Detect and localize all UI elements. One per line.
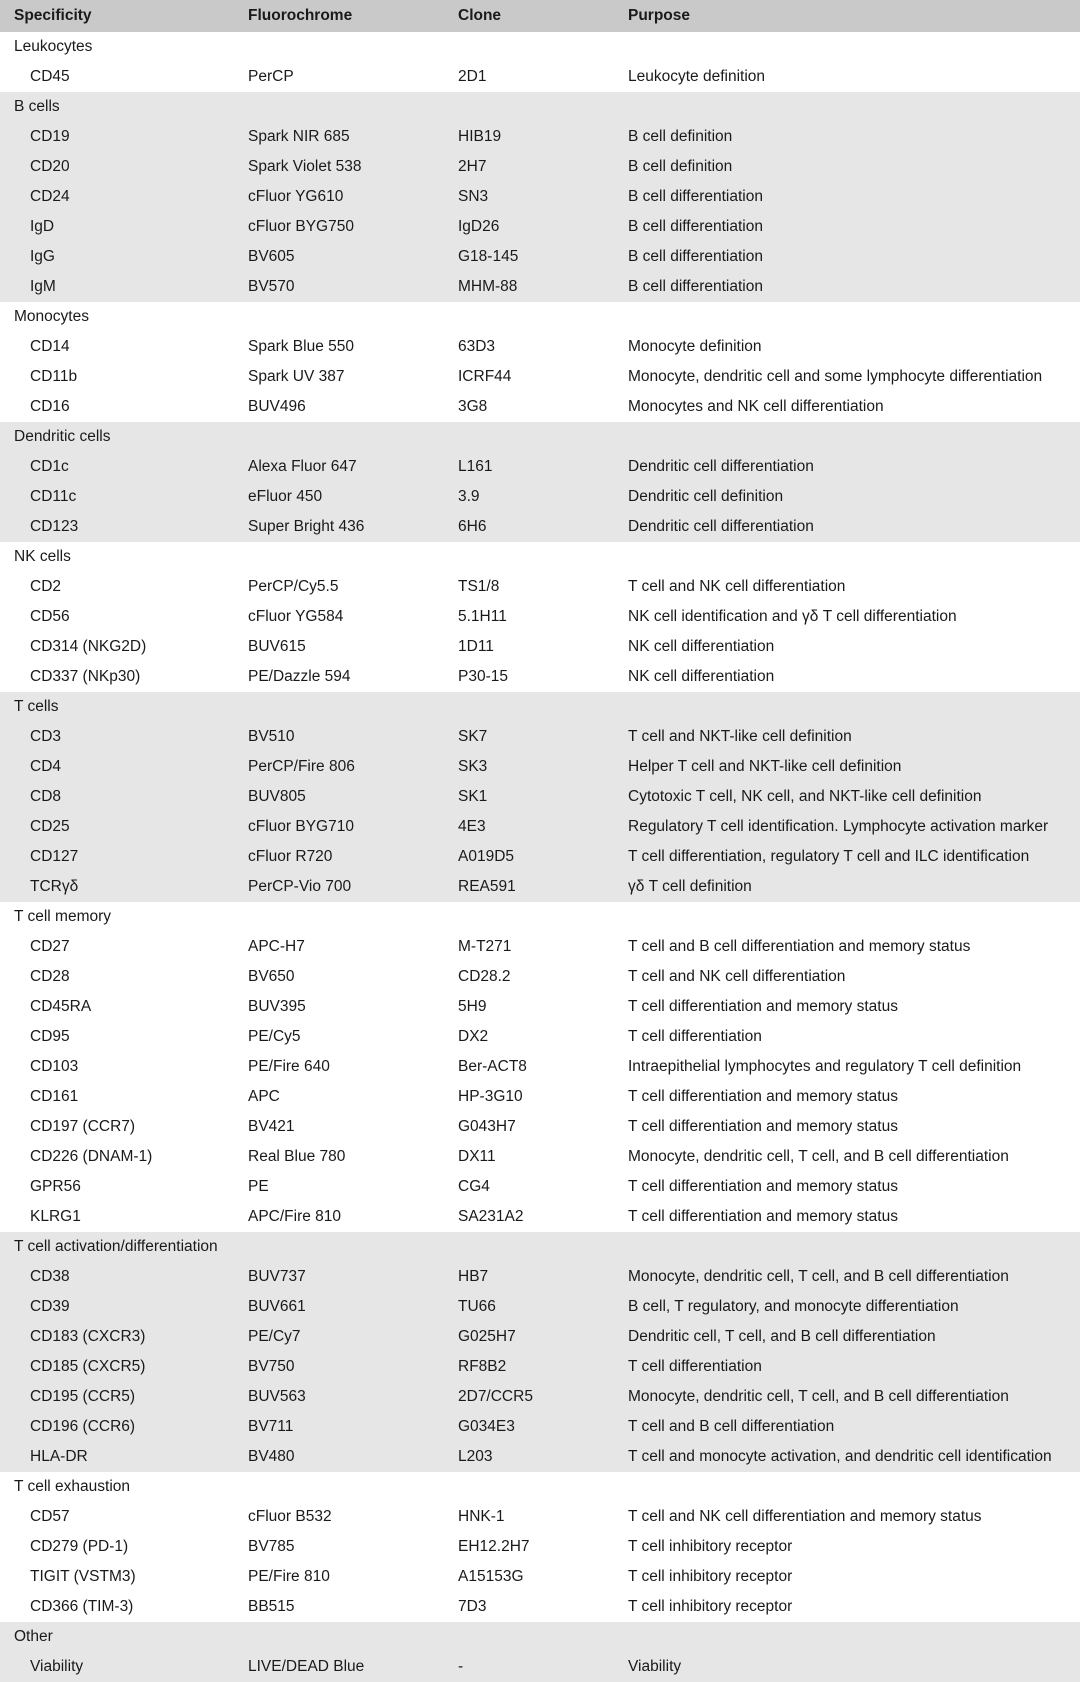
purpose-cell: T cell differentiation and memory status: [628, 1208, 898, 1225]
clone-cell: ICRF44: [458, 368, 512, 385]
group-row: [0, 32, 1080, 62]
purpose-cell: T cell and B cell differentiation: [628, 1412, 1080, 1442]
purpose-cell: B cell differentiation: [628, 212, 1080, 242]
table-row: [0, 812, 1080, 842]
purpose-cell: Dendritic cell differentiation: [628, 512, 1080, 542]
table-row: [0, 62, 1080, 92]
group-label: T cell activation/differentiation: [0, 1232, 1080, 1262]
fluorochrome-cell: BV510: [248, 722, 458, 752]
clone-cell: SK3: [458, 752, 628, 782]
clone-cell: 1D11: [458, 638, 494, 655]
clone-cell: 5H9: [458, 998, 487, 1015]
header-purpose: Purpose: [628, 0, 1080, 32]
specificity-cell: CD195 (CCR5): [0, 1382, 248, 1412]
fluorochrome-cell: BV570: [248, 272, 458, 302]
purpose-cell: Dendritic cell, T cell, and B cell differentiation: [628, 1322, 1080, 1352]
specificity-cell: CD185 (CXCR5): [0, 1352, 248, 1382]
purpose-cell: B cell differentiation: [628, 182, 1080, 212]
table-row: [0, 962, 1080, 992]
clone-cell: 63D3: [458, 338, 496, 355]
table-row: [0, 932, 1080, 962]
table-row: [0, 602, 1080, 632]
specificity-cell: CD19: [0, 122, 248, 152]
fluorochrome-cell: BV750: [248, 1352, 458, 1382]
fluorochrome-cell: APC-H7: [248, 938, 305, 955]
clone-cell: HP-3G10: [458, 1088, 523, 1105]
fluorochrome-cell: PE/Cy5: [248, 1028, 301, 1045]
table-row: [0, 332, 1080, 362]
fluorochrome-cell: Alexa Fluor 647: [248, 452, 458, 482]
purpose-cell: T cell differentiation and memory status: [628, 1088, 898, 1105]
specificity-cell: CD27: [30, 938, 70, 955]
purpose-cell: B cell differentiation: [628, 242, 1080, 272]
table-row: [0, 572, 1080, 602]
table-row: [0, 512, 1080, 542]
specificity-cell: CD226 (DNAM-1): [30, 1148, 153, 1165]
table-row: [0, 992, 1080, 1022]
clone-cell: DX2: [458, 1028, 489, 1045]
specificity-cell: CD11b: [30, 368, 78, 385]
purpose-cell: T cell differentiation, regulatory T cell and ILC identification: [628, 842, 1080, 872]
purpose-cell: T cell differentiation: [628, 1028, 762, 1045]
table-row: [0, 1442, 1080, 1472]
clone-cell: M-T271: [458, 938, 512, 955]
table-row: [0, 842, 1080, 872]
specificity-cell: CD20: [0, 152, 248, 182]
table-row: [0, 1022, 1080, 1052]
purpose-cell: T cell differentiation: [628, 1352, 1080, 1382]
clone-cell: SN3: [458, 182, 628, 212]
clone-cell: TU66: [458, 1292, 628, 1322]
fluorochrome-cell: Super Bright 436: [248, 512, 458, 542]
specificity-cell: CD279 (PD-1): [30, 1538, 129, 1555]
fluorochrome-cell: PE/Cy7: [248, 1322, 458, 1352]
purpose-cell: T cell and NK cell differentiation and memory status: [628, 1508, 982, 1525]
specificity-cell: Viability: [0, 1652, 248, 1682]
specificity-cell: CD25: [0, 812, 248, 842]
specificity-cell: CD3: [0, 722, 248, 752]
table-row: [0, 152, 1080, 182]
group-row: [0, 692, 1080, 722]
clone-cell: SK1: [458, 782, 628, 812]
fluorochrome-cell: BV605: [248, 242, 458, 272]
fluorochrome-cell: cFluor R720: [248, 842, 458, 872]
group-row: [0, 1622, 1080, 1652]
purpose-cell: Cytotoxic T cell, NK cell, and NKT-like cell definition: [628, 782, 1080, 812]
fluorochrome-cell: APC: [248, 1088, 280, 1105]
table-row: [0, 392, 1080, 422]
specificity-cell: CD11c: [0, 482, 248, 512]
clone-cell: 7D3: [458, 1598, 487, 1615]
fluorochrome-cell: BB515: [248, 1598, 295, 1615]
specificity-cell: CD123: [0, 512, 248, 542]
table-row: [0, 1202, 1080, 1232]
specificity-cell: CD4: [0, 752, 248, 782]
clone-cell: RF8B2: [458, 1352, 628, 1382]
header-row: [0, 0, 1080, 32]
fluorochrome-cell: BUV615: [248, 638, 306, 655]
specificity-cell: CD1c: [0, 452, 248, 482]
purpose-cell: γδ T cell definition: [628, 872, 1080, 902]
group-label: T cells: [0, 692, 1080, 722]
table-row: [0, 872, 1080, 902]
specificity-cell: CD56: [30, 608, 70, 625]
table-row: [0, 1382, 1080, 1412]
table-row: [0, 1112, 1080, 1142]
group-label: Other: [0, 1622, 1080, 1652]
fluorochrome-cell: cFluor B532: [248, 1508, 332, 1525]
table-row: [0, 782, 1080, 812]
fluorochrome-cell: BUV661: [248, 1292, 458, 1322]
table-row: [0, 272, 1080, 302]
specificity-cell: CD161: [30, 1088, 79, 1105]
group-row: [0, 302, 1080, 332]
fluorochrome-cell: cFluor YG584: [248, 608, 344, 625]
header-clone: Clone: [458, 0, 628, 32]
purpose-cell: Monocyte, dendritic cell, T cell, and B cell differentiation: [628, 1262, 1080, 1292]
specificity-cell: HLA-DR: [0, 1442, 248, 1472]
purpose-cell: B cell definition: [628, 152, 1080, 182]
specificity-cell: CD2: [30, 578, 62, 595]
fluorochrome-cell: Spark NIR 685: [248, 122, 458, 152]
clone-cell: CD28.2: [458, 968, 511, 985]
purpose-cell: T cell and B cell differentiation and memory status: [628, 938, 971, 955]
specificity-cell: CD196 (CCR6): [0, 1412, 248, 1442]
specificity-cell: CD24: [0, 182, 248, 212]
fluorochrome-cell: Spark Violet 538: [248, 152, 458, 182]
purpose-cell: NK cell differentiation: [628, 638, 775, 655]
header-fluorochrome: Fluorochrome: [248, 0, 458, 32]
fluorochrome-cell: BUV737: [248, 1262, 458, 1292]
table-body: [0, 32, 1080, 1682]
fluorochrome-cell: PerCP: [248, 68, 294, 85]
clone-cell: -: [458, 1652, 628, 1682]
table-row: [0, 1292, 1080, 1322]
table-row: [0, 1262, 1080, 1292]
clone-cell: CG4: [458, 1178, 490, 1195]
clone-cell: 3G8: [458, 398, 488, 415]
table-row: [0, 1172, 1080, 1202]
fluorochrome-cell: LIVE/DEAD Blue: [248, 1652, 458, 1682]
purpose-cell: NK cell differentiation: [628, 668, 775, 685]
fluorochrome-cell: BV785: [248, 1538, 295, 1555]
fluorochrome-cell: Spark Blue 550: [248, 338, 354, 355]
table-row: [0, 1502, 1080, 1532]
purpose-cell: T cell and NK cell differentiation: [628, 968, 846, 985]
purpose-cell: T cell differentiation and memory status: [628, 1178, 898, 1195]
clone-cell: L161: [458, 452, 628, 482]
fluorochrome-cell: PE: [248, 1178, 269, 1195]
specificity-cell: CD366 (TIM-3): [30, 1598, 134, 1615]
purpose-cell: T cell differentiation and memory status: [628, 998, 898, 1015]
table-row: [0, 632, 1080, 662]
purpose-cell: Intraepithelial lymphocytes and regulatory T cell definition: [628, 1058, 1022, 1075]
fluorochrome-cell: PerCP/Fire 806: [248, 752, 458, 782]
table-row: [0, 1142, 1080, 1172]
table-row: [0, 212, 1080, 242]
fluorochrome-cell: BUV805: [248, 782, 458, 812]
purpose-cell: T cell inhibitory receptor: [628, 1598, 793, 1615]
clone-cell: G043H7: [458, 1118, 516, 1135]
specificity-cell: CD45RA: [30, 998, 92, 1015]
table-row: [0, 662, 1080, 692]
specificity-cell: TCRγδ: [0, 872, 248, 902]
table-row: [0, 242, 1080, 272]
specificity-cell: CD38: [0, 1262, 248, 1292]
group-label: T cell exhaustion: [14, 1478, 131, 1495]
fluorochrome-cell: BV650: [248, 968, 295, 985]
clone-cell: SK7: [458, 722, 628, 752]
fluorochrome-cell: BUV563: [248, 1382, 458, 1412]
specificity-cell: CD57: [30, 1508, 70, 1525]
specificity-cell: CD103: [30, 1058, 79, 1075]
purpose-cell: B cell definition: [628, 122, 1080, 152]
specificity-cell: IgG: [0, 242, 248, 272]
fluorochrome-cell: eFluor 450: [248, 482, 458, 512]
table-row: [0, 1352, 1080, 1382]
specificity-cell: CD314 (NKG2D): [30, 638, 147, 655]
specificity-cell: CD39: [0, 1292, 248, 1322]
group-row: [0, 1232, 1080, 1262]
purpose-cell: B cell, T regulatory, and monocyte differentiation: [628, 1292, 1080, 1322]
fluorochrome-cell: cFluor BYG710: [248, 812, 458, 842]
clone-cell: REA591: [458, 872, 628, 902]
specificity-cell: TIGIT (VSTM3): [30, 1568, 136, 1585]
purpose-cell: NK cell identification and γδ T cell differentiation: [628, 608, 957, 625]
table-row: [0, 482, 1080, 512]
clone-cell: 2H7: [458, 152, 628, 182]
header-specificity: Specificity: [0, 0, 248, 32]
purpose-cell: Monocytes and NK cell differentiation: [628, 398, 884, 415]
clone-cell: HNK-1: [458, 1508, 505, 1525]
fluorochrome-cell: BV480: [248, 1442, 458, 1472]
table-row: [0, 752, 1080, 782]
fluorochrome-cell: cFluor BYG750: [248, 212, 458, 242]
purpose-cell: Monocyte definition: [628, 338, 762, 355]
group-row: [0, 92, 1080, 122]
group-row: [0, 902, 1080, 932]
table-row: [0, 1322, 1080, 1352]
clone-cell: 4E3: [458, 812, 628, 842]
fluorochrome-cell: BUV496: [248, 398, 306, 415]
specificity-cell: CD183 (CXCR3): [0, 1322, 248, 1352]
specificity-cell: CD95: [30, 1028, 70, 1045]
purpose-cell: B cell differentiation: [628, 272, 1080, 302]
table-header: [0, 0, 1080, 32]
fluorochrome-cell: Spark UV 387: [248, 368, 345, 385]
table-row: [0, 1562, 1080, 1592]
fluorochrome-cell: BV421: [248, 1118, 295, 1135]
clone-cell: 2D1: [458, 68, 487, 85]
purpose-cell: T cell differentiation and memory status: [628, 1118, 898, 1135]
clone-cell: 5.1H11: [458, 608, 507, 625]
clone-cell: G18-145: [458, 242, 628, 272]
specificity-cell: CD45: [30, 68, 70, 85]
clone-cell: G025H7: [458, 1322, 628, 1352]
group-label: Leukocytes: [14, 38, 93, 55]
group-label: NK cells: [14, 548, 71, 565]
clone-cell: G034E3: [458, 1412, 628, 1442]
purpose-cell: Regulatory T cell identification. Lymphocyte activation marker: [628, 812, 1080, 842]
specificity-cell: IgD: [0, 212, 248, 242]
purpose-cell: T cell and NK cell differentiation: [628, 578, 846, 595]
clone-cell: HB7: [458, 1262, 628, 1292]
clone-cell: A019D5: [458, 842, 628, 872]
clone-cell: 6H6: [458, 512, 628, 542]
group-label: B cells: [0, 92, 1080, 122]
specificity-cell: KLRG1: [30, 1208, 81, 1225]
fluorochrome-cell: PE/Dazzle 594: [248, 668, 351, 685]
purpose-cell: T cell and monocyte activation, and dendritic cell identification: [628, 1442, 1080, 1472]
table-row: [0, 362, 1080, 392]
fluorochrome-cell: PerCP-Vio 700: [248, 872, 458, 902]
group-label: Dendritic cells: [0, 422, 1080, 452]
table-row: [0, 182, 1080, 212]
clone-cell: DX11: [458, 1148, 496, 1165]
purpose-cell: Monocyte, dendritic cell, T cell, and B cell differentiation: [628, 1382, 1080, 1412]
purpose-cell: Helper T cell and NKT-like cell definition: [628, 752, 1080, 782]
fluorochrome-cell: Real Blue 780: [248, 1148, 346, 1165]
specificity-cell: CD8: [0, 782, 248, 812]
purpose-cell: Monocyte, dendritic cell, T cell, and B cell differentiation: [628, 1148, 1009, 1165]
specificity-cell: CD127: [0, 842, 248, 872]
clone-cell: 3.9: [458, 482, 628, 512]
clone-cell: P30-15: [458, 668, 508, 685]
specificity-cell: CD337 (NKp30): [30, 668, 141, 685]
specificity-cell: CD197 (CCR7): [30, 1118, 136, 1135]
clone-cell: HIB19: [458, 122, 628, 152]
purpose-cell: Leukocyte definition: [628, 68, 766, 85]
fluorochrome-cell: APC/Fire 810: [248, 1208, 342, 1225]
group-row: [0, 542, 1080, 572]
clone-cell: SA231A2: [458, 1208, 524, 1225]
clone-cell: TS1/8: [458, 578, 500, 595]
clone-cell: Ber-ACT8: [458, 1058, 527, 1075]
fluorochrome-cell: PE/Fire 640: [248, 1058, 330, 1075]
clone-cell: A15153G: [458, 1568, 524, 1585]
specificity-cell: CD28: [30, 968, 70, 985]
specificity-cell: IgM: [0, 272, 248, 302]
table-row: [0, 122, 1080, 152]
group-label: Monocytes: [14, 308, 89, 325]
purpose-cell: T cell inhibitory receptor: [628, 1538, 793, 1555]
purpose-cell: Viability: [628, 1652, 1080, 1682]
specificity-cell: GPR56: [30, 1178, 81, 1195]
fluorochrome-cell: cFluor YG610: [248, 182, 458, 212]
group-label: T cell memory: [14, 908, 112, 925]
clone-cell: 2D7/CCR5: [458, 1382, 628, 1412]
clone-cell: EH12.2H7: [458, 1538, 530, 1555]
table-row: [0, 1082, 1080, 1112]
clone-cell: L203: [458, 1442, 628, 1472]
purpose-cell: Dendritic cell differentiation: [628, 452, 1080, 482]
purpose-cell: Dendritic cell definition: [628, 482, 1080, 512]
table-row: [0, 1532, 1080, 1562]
purpose-cell: T cell and NKT-like cell definition: [628, 722, 1080, 752]
fluorochrome-cell: PerCP/Cy5.5: [248, 578, 339, 595]
table-row: [0, 1652, 1080, 1682]
table-row: [0, 1592, 1080, 1622]
fluorochrome-cell: PE/Fire 810: [248, 1568, 330, 1585]
table-row: [0, 1052, 1080, 1082]
specificity-cell: CD14: [30, 338, 70, 355]
group-row: [0, 422, 1080, 452]
table-row: [0, 722, 1080, 752]
fluorochrome-cell: BV711: [248, 1412, 458, 1442]
clone-cell: MHM-88: [458, 272, 628, 302]
table-row: [0, 1412, 1080, 1442]
table-row: [0, 452, 1080, 482]
purpose-cell: T cell inhibitory receptor: [628, 1568, 793, 1585]
clone-cell: IgD26: [458, 212, 628, 242]
specificity-cell: CD16: [30, 398, 70, 415]
purpose-cell: Monocyte, dendritic cell and some lymphocyte differentiation: [628, 368, 1043, 385]
fluorochrome-cell: BUV395: [248, 998, 306, 1015]
group-row: [0, 1472, 1080, 1502]
